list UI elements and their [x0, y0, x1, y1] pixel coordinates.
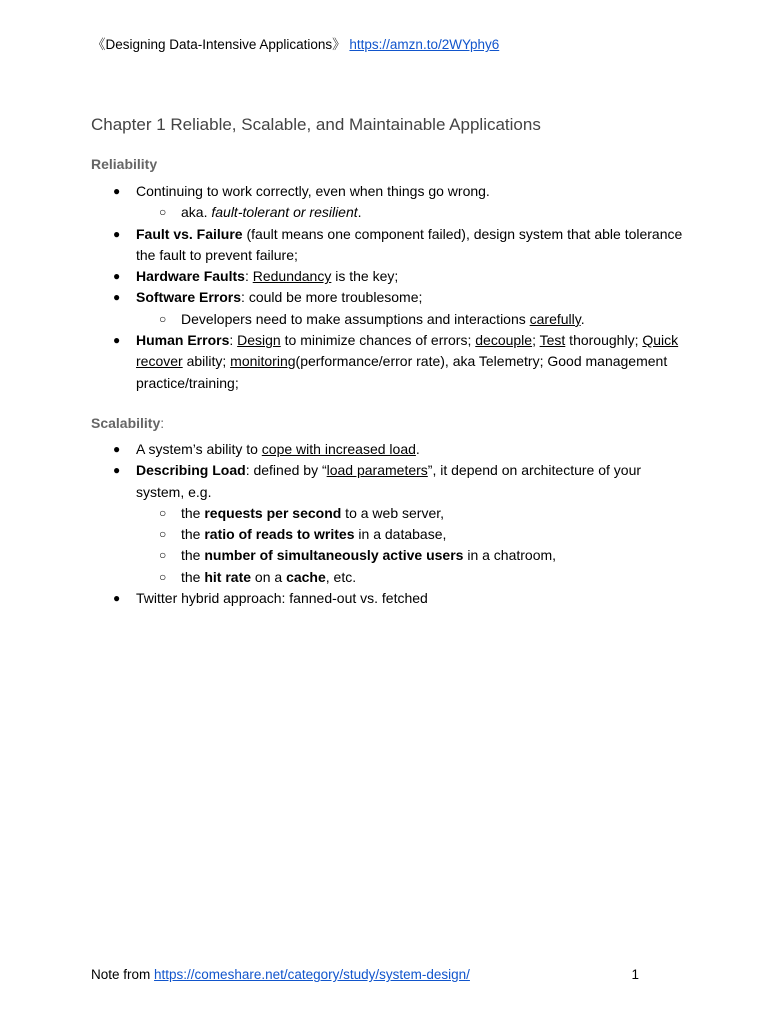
reliability-heading-text: Reliability: [91, 156, 158, 172]
list-item: [136, 545, 688, 566]
scalability-list: [0, 439, 768, 609]
item-text: the: [181, 526, 205, 543]
footer-link[interactable]: https://comeshare.net/category/study/system-design/: [154, 967, 470, 982]
reliability-list: [0, 181, 768, 394]
item-text: thoroughly;: [565, 332, 643, 349]
bold-term: cache: [286, 568, 326, 585]
italic-term: fault-tolerant or resilient: [211, 204, 358, 221]
list-item: [0, 287, 688, 330]
reliability-heading: [91, 154, 157, 175]
bullet-icon: ●: [113, 333, 121, 348]
underlined-term: Design: [237, 332, 281, 349]
list-item: [136, 503, 688, 524]
bold-term: Fault vs. Failure: [136, 225, 243, 242]
list-item: [0, 266, 688, 287]
list-item: [136, 567, 688, 588]
book-title: 《Designing Data-Intensive Applications》: [92, 37, 346, 52]
list-item: [136, 524, 688, 545]
hollow-bullet-icon: ○: [159, 311, 167, 326]
underlined-term: Test: [539, 332, 566, 349]
item-text: is the key;: [331, 268, 399, 285]
underlined-term: decouple: [475, 332, 533, 349]
bullet-icon: ●: [113, 184, 121, 198]
item-text: to a web server,: [341, 504, 445, 521]
chapter-title: Chapter 1 Reliable, Scalable, and Maintainable Applications: [91, 115, 541, 134]
item-text: .: [415, 441, 420, 457]
underlined-term: cope with increased load: [261, 441, 416, 457]
hollow-bullet-icon: ○: [159, 205, 167, 220]
list-item: [0, 224, 688, 267]
bullet-icon: ●: [113, 226, 121, 241]
underlined-term: Quick recover: [136, 332, 679, 370]
page-number: 1: [631, 967, 639, 982]
item-text: aka.: [181, 204, 212, 221]
bold-term: Human Errors: [136, 332, 230, 349]
item-text: the: [181, 568, 205, 585]
item-text: the: [181, 547, 205, 564]
item-text: on a: [251, 568, 287, 585]
page-header: [92, 36, 499, 54]
hollow-bullet-icon: ○: [159, 569, 167, 584]
bold-term: Software Errors: [136, 289, 242, 306]
bold-term: hit rate: [204, 568, 252, 585]
item-text: .: [580, 310, 585, 327]
bold-term: requests per second: [204, 504, 342, 521]
item-text: Developers need to make assumptions and interactions: [181, 310, 530, 327]
sub-list: [136, 503, 688, 588]
bold-term: Hardware Faults: [136, 268, 245, 285]
item-text: ability;: [182, 353, 231, 370]
item-text: Twitter hybrid approach: fanned-out vs. fetched: [136, 590, 428, 607]
list-item: [0, 330, 688, 394]
scalability-heading: [91, 413, 164, 434]
list-item: [0, 181, 688, 224]
item-text: :: [244, 268, 253, 285]
bullet-icon: ●: [113, 442, 121, 456]
item-text: ”, it depend on architecture of your system, e.g.: [136, 462, 642, 500]
underlined-term: Redundancy: [252, 268, 332, 285]
item-text: (performance/error rate), aka Telemetry; Good management practice/training;: [136, 353, 668, 391]
bullet-icon: ●: [113, 463, 121, 478]
item-text: :: [229, 332, 238, 349]
item-text: : defined by “: [245, 462, 327, 479]
bold-term: Describing Load: [136, 462, 246, 479]
bullet-icon: ●: [113, 290, 121, 305]
list-item: [136, 309, 688, 330]
underlined-term: load parameters: [326, 462, 428, 479]
hollow-bullet-icon: ○: [159, 548, 167, 563]
list-item: [0, 460, 688, 588]
item-text: (fault means one component failed), design system that able tolerance the fault to prevent failure;: [136, 225, 683, 263]
list-item: [0, 439, 688, 460]
item-text: A system’s ability to: [136, 441, 262, 457]
page-footer: [91, 966, 651, 984]
list-item: [0, 588, 688, 609]
book-link[interactable]: https://amzn.to/2WYphy6: [349, 37, 500, 52]
bold-term: number of simultaneously active users: [204, 547, 464, 564]
sub-list: [136, 202, 688, 223]
sub-list: [136, 309, 688, 330]
item-text: : could be more troublesome;: [241, 289, 423, 306]
item-text: in a chatroom,: [463, 547, 557, 564]
footer-prefix: Note from: [91, 967, 155, 982]
bullet-icon: ●: [113, 269, 121, 284]
underlined-term: monitoring: [230, 353, 296, 370]
item-text: in a database,: [354, 526, 447, 543]
underlined-term: carefully: [529, 310, 581, 327]
list-item: [136, 202, 688, 223]
item-text: to minimize chances of errors;: [280, 332, 476, 349]
hollow-bullet-icon: ○: [159, 527, 167, 542]
scalability-heading-text: Scalability: [91, 415, 161, 431]
scalability-heading-colon: :: [160, 415, 165, 431]
item-text: ;: [532, 332, 540, 349]
hollow-bullet-icon: ○: [159, 505, 167, 520]
item-text: , etc.: [325, 568, 357, 585]
item-text: .: [357, 204, 362, 221]
item-text: Continuing to work correctly, even when things go wrong.: [136, 183, 490, 199]
bullet-icon: ●: [113, 591, 121, 606]
bold-term: ratio of reads to writes: [204, 526, 355, 543]
item-text: the: [181, 504, 205, 521]
